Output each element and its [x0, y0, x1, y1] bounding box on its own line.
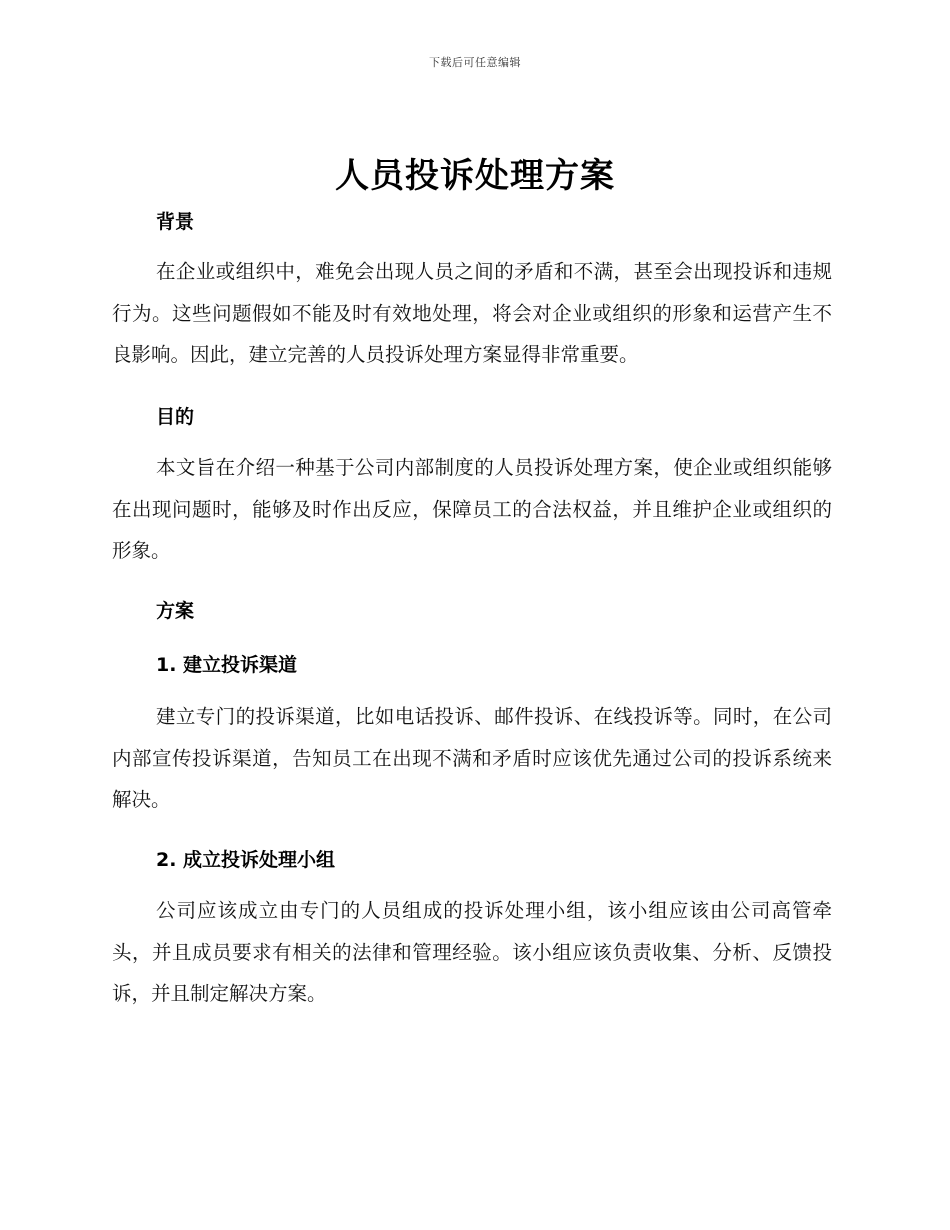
- paragraph-background: 在企业或组织中，难免会出现人员之间的矛盾和不满，甚至会出现投诉和违规行为。这些问题假如不能及时有效地处理，将会对企业或组织的形象和运营产生不良影响。因此，建立完善的人员投诉处理方案显得非常重要。: [112, 260, 832, 366]
- paragraph-purpose: 本文旨在介绍一种基于公司内部制度的人员投诉处理方案，使企业或组织能够在出现问题时，能够及时作出反应，保障员工的合法权益，并且维护企业或组织的形象。: [112, 456, 832, 562]
- document-title: 人员投诉处理方案: [335, 156, 615, 196]
- page-header-note: 下载后可任意编辑: [429, 56, 521, 69]
- subsection-heading-handling-team: 2. 成立投诉处理小组: [156, 849, 336, 871]
- section-heading-purpose: 目的: [156, 406, 195, 428]
- subsection-heading-complaint-channels: 1. 建立投诉渠道: [156, 654, 298, 676]
- section-heading-background: 背景: [156, 211, 195, 233]
- section-heading-plan: 方案: [156, 600, 195, 622]
- paragraph-complaint-channels: 建立专门的投诉渠道，比如电话投诉、邮件投诉、在线投诉等。同时，在公司内部宣传投诉渠道，告知员工在出现不满和矛盾时应该优先通过公司的投诉系统来解决。: [112, 705, 832, 811]
- paragraph-handling-team: 公司应该成立由专门的人员组成的投诉处理小组，该小组应该由公司高管牵头，并且成员要求有相关的法律和管理经验。该小组应该负责收集、分析、反馈投诉，并且制定解决方案。: [112, 899, 832, 1005]
